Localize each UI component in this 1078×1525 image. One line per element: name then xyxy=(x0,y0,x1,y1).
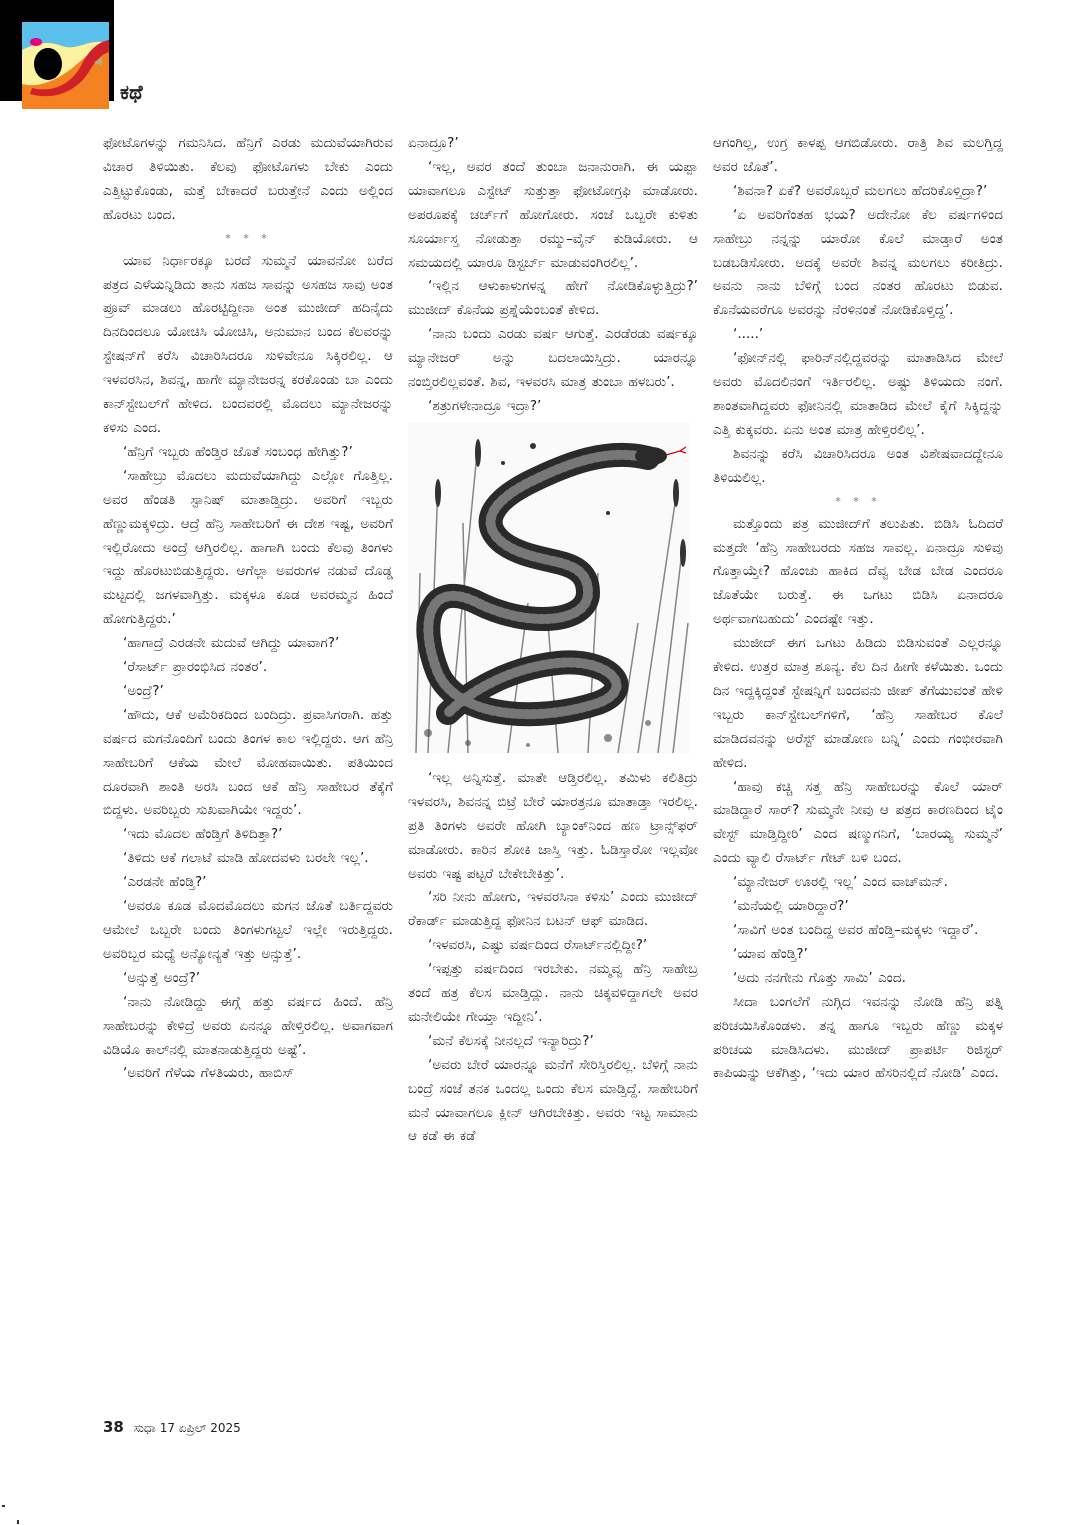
abstract-art-logo-icon xyxy=(22,22,109,109)
paragraph: ‘ನಾನು ನೋಡಿದ್ದು ಈಗ್ಗೆ ಹತ್ತು ವರ್ಷದ ಹಿಂದೆ. ಹೆನ್ರಿ ಸಾಹೇಬರನ್ನು ಕೇಳಿದ್ರೆ ಅವರು ಏನನ್ನೂ ಹೇಳ್ತಿರಲಿಲ್ಲ. ಅವಾಗವಾಗ ವಿಡಿಯೊ ಕಾಲ್‌ನಲ್ಲಿ ಮಾತನಾಡುತ್ತಿದ್ದರು ಅಷ್ಟೆ’. xyxy=(103,993,393,1058)
paragraph: ‘ಸರಿ ನೀನು ಹೋಗು, ಇಳವರಸಿನಾ ಕಳಿಸು’ ಎಂದು ಮುಜೀದ್ ರೆಕಾರ್ಡ್ ಮಾಡುತ್ತಿದ್ದ ಫೋನಿನ ಬಟನ್ ಆಫ್ ಮಾಡಿದ. xyxy=(408,889,698,930)
paragraph: ‘ಮನೆಯಲ್ಲಿ ಯಾರಿದ್ದಾರೆ?’ xyxy=(733,898,849,915)
paragraph: ಸೀದಾ ಬಂಗಲೆಗೆ ನುಗ್ಗಿದ ಇವನನ್ನು ನೋಡಿ ಹೆನ್ರಿ ಪತ್ನಿ ಪರಿಚಯಿಸಿಕೊಂಡಳು. ತನ್ನ ಹಾಗೂ ಇಬ್ಬರು ಹೆಣ್ಣು ಮಕ್ಕಳ ಪರಿಚಯ ಮಾಡಿಸಿದಳು. ಮುಜೀದ್ ಪ್ರಾಪರ್ಟಿ ರಿಜಿಸ್ಟರ್ ಕಾಪಿಯನ್ನು ಆಕೆಗಿತ್ತು, ‘ಇದು ಯಾರ ಹೆಸರಿನಲ್ಲಿದೆ ನೋಡಿ’ ಎಂದ. xyxy=(713,993,1003,1082)
paragraph: ‘ಫೋನ್‌ನಲ್ಲಿ ಫಾರಿನ್‌ನಲ್ಲಿದ್ದವರನ್ನು ಮಾತಾಡಿಸಿದ ಮೇಲೆ ಅವರು ಮೊದಲಿನಂಗೆ ಇರ್ತಿರಲಿಲ್ಲ. ಅಷ್ಟು ತಿಳಿಯದು ನಂಗೆ. ಶಾಂತವಾಗಿದ್ದವರು ಫೋನಿನಲ್ಲಿ ಮಾತಾಡಿದ ಮೇಲೆ ಕೈಗೆ ಸಿಕ್ಕಿದ್ದನ್ನು ಎತ್ತಿ ಕುಕ್ಕವರು. ಏನು ಅಂತ ಮಾತ್ರ ಹೇಳ್ತಿರಲಿಲ್ಲ’. xyxy=(713,350,1003,438)
paragraph: ‘ಶಿವನಾ? ಏಕೆ? ಅವರೊಬ್ಬರೆ ಮಲಗಲು ಹೆದರಿಕೊಳ್ತಿದ್ರಾ?’ xyxy=(733,182,988,199)
paragraph: ‘ಅವರಿಗೆ ಗೆಳೆಯ ಗೆಳತಿಯರು, ಹಾಬಿಸ್ xyxy=(123,1065,294,1082)
paragraph: ‘ಅದು ನನಗೇನು ಗೊತ್ತು ಸಾಮಿ’ ಎಂದ. xyxy=(733,969,906,986)
paragraph: ‘ಅನ್ಸುತ್ತೆ ಅಂದ್ರೆ?’ xyxy=(123,969,201,986)
section-label: ಕಥೆ xyxy=(120,80,143,104)
paragraph: ಮತ್ತೊಂದು ಪತ್ರ ಮುಜೀದ್‌ಗೆ ತಲುಪಿತು. ಬಿಡಿಸಿ ಓದಿದರೆ ಮತ್ತದೇ ‘ಹೆನ್ರಿ ಸಾಹೇಬರದು ಸಹಜ ಸಾವಲ್ಲ. ಏನಾದ್ರೂ ಸುಳಿವು ಗೊತ್ತಾಯ್ತೇ? ಹೊಂಚು ಹಾಕಿದ ದೆವ್ವ ಬೇಡ ಬೇಡ ಎಂದರೂ ಜೊತೆಯೇ ಬರುತ್ತೆ. ಈ ಒಗಟು ಬಿಡಿಸಿ ಏನಾದರೂ ಅರ್ಥವಾಗಬಹುದು’ ಎಂದಷ್ಟೇ ಇತ್ತು. xyxy=(713,515,1003,628)
paragraph: ಮುಜೀದ್ ಈಗ ಒಗಟು ಹಿಡಿದು ಬಿಡಿಸುವಂತೆ ಎಲ್ಲರನ್ನೂ ಕೇಳಿದ. ಉತ್ತರ ಮಾತ್ರ ಶೂನ್ಯ. ಕೆಲ ದಿನ ಹೀಗೇ ಕಳೆಯಿತು. ಒಂದು ದಿನ ಇದ್ದಕ್ಕಿದ್ದಂತೆ ಸ್ಟೇಷನ್ನಿಗೆ ಬಂದವನು ಜೀಪ್ ತೆಗೆಯುವಂತೆ ಹೇಳಿ ಇಬ್ಬರು ಕಾನ್‌ಸ್ಟೇಬಲ್‌ಗಳಿಗೆ, ‘ಹೆನ್ರಿ ಸಾಹೇಬರ ಕೊಲೆ ಮಾಡಿದವನನ್ನು ಅರೆಸ್ಟ್ ಮಾಡೋಣ ಬನ್ನಿ’ ಎಂದು ಗಂಭೀರವಾಗಿ ಹೇಳಿದ. xyxy=(713,635,1003,771)
paragraph: ‘ಹೌದು, ಆಕೆ ಅಮೆರಿಕದಿಂದ ಬಂದಿದ್ರು. ಪ್ರವಾಸಿಗರಾಗಿ. ಹತ್ತು ವರ್ಷದ ಮಗನೊಂದಿಗೆ ಬಂದು ತಿಂಗಳ ಕಾಲ ಇಲ್ಲಿದ್ದರು. ಆಗ ಹೆನ್ರಿ ಸಾಹೇಬರಿಗೆ ಆಕೆಯ ಮೇಲೆ ಮೋಹವಾಯಿತು. ಪತಿಯಿಂದ ದೂರವಾಗಿ ಶಾಂತಿ ಅರಸಿ ಬಂದ ಆಕೆ ಹೆನ್ರಿ ಸಾಹೇಬರ ತೆಕ್ಕೆಗೆ ಬಿದ್ದಳು. ಅವರಿಬ್ಬರು ಸುಖವಾಗಿಯೇ ಇದ್ದರು’. xyxy=(103,706,393,819)
page-number: 38 xyxy=(103,1418,124,1436)
crop-mark xyxy=(17,1520,19,1524)
crop-mark xyxy=(2,1505,5,1507)
paragraph: ‘ತಿಳಿದು ಆಕೆ ಗಲಾಟೆ ಮಾಡಿ ಹೋದವಳು ಬರಲೇ ಇಲ್ಲ’. xyxy=(123,850,369,867)
paragraph: ‘ಹಾಗಾದ್ರೆ ಎರಡನೇ ಮದುವೆ ಆಗಿದ್ದು ಯಾವಾಗ?’ xyxy=(123,635,340,652)
paragraph: ‘ಶತ್ರುಗಳೇನಾದ್ರೂ ಇದ್ರಾ?’ xyxy=(428,397,542,414)
section-divider: * * * xyxy=(835,494,881,508)
article-column-1 xyxy=(103,132,393,1086)
paragraph: ‘ಇದು ಮೊದಲ ಹೆಂಡ್ತಿಗೆ ತಿಳಿದಿತ್ತಾ?’ xyxy=(123,826,283,843)
paragraph: ‘ಎರಡನೇ ಹೆಂಡ್ತಿ?’ xyxy=(123,874,207,891)
article-column-3 xyxy=(713,132,1003,1086)
snake-illustration xyxy=(408,423,690,753)
paragraph: ‘ಮನೆ ಕೆಲಸಕ್ಕೆ ನೀನಲ್ಲದೆ ಇನ್ಯಾರಿದ್ರು?’ xyxy=(428,1032,594,1049)
paragraph: ‘ರೆಸಾರ್ಟ್ ಪ್ರಾರಂಭಿಸಿದ ನಂತರ’. xyxy=(123,659,268,676)
page-footer xyxy=(103,1418,241,1436)
paragraph: ‘ಸಾವಿಗೆ ಅಂತ ಬಂದಿದ್ದ ಅವರ ಹೆಂಡ್ತಿ–ಮಕ್ಕಳು ಇದ್ದಾರೆ’. xyxy=(733,922,979,938)
paragraph: ಏನಾದ್ರೂ?’ xyxy=(408,135,459,151)
paragraph: ಶಿವನನ್ನು ಕರೆಸಿ ವಿಚಾರಿಸಿದರೂ ಅಂತ ವಿಶೇಷವಾದದ್ದೇನೂ ತಿಳಿಯಲಿಲ್ಲ. xyxy=(713,445,1003,486)
paragraph: ‘ಯಾವ ಹೆಂಡ್ತಿ?’ xyxy=(733,945,808,962)
paragraph: ‘ಇಲ್ಲ ಅನ್ನಿಸುತ್ತೆ. ಮಾತೇ ಆಡ್ತಿರಲಿಲ್ಲ. ತಮಿಳು ಕಲಿತಿದ್ರು ಇಳವರಸಿ, ಶಿವನನ್ನ ಬಿಟ್ರೆ ಬೇರೆ ಯಾರತ್ರನೂ ಮಾತಾಡ್ತಾ ಇರಲಿಲ್ಲ. ಪ್ರತಿ ತಿಂಗಳು ಅವರೇ ಹೋಗಿ ಬ್ಯಾಂಕ್‌ನಿಂದ ಹಣ ಟ್ರಾನ್ಸ್‌ಫರ್ ಮಾಡೋರು. ಕಾರಿನ ಶೋಕಿ ಜಾಸ್ತಿ ಇತ್ತು. ಓಡಿಸ್ತಾರೋ ಇಲ್ಲವೋ ಅವರು ಇಷ್ಟ ಪಟ್ಟರೆ ಬೇಕೇಬೇಕಿತ್ತು’. xyxy=(408,769,698,882)
section-divider: * * * xyxy=(225,231,271,245)
paragraph: ‘ಇಪ್ಪತ್ತು ವರ್ಷದಿಂದ ಇರಬೇಕು. ನಮ್ಮವ್ವ ಹೆನ್ರಿ ಸಾಹೇಬ್ರ ತಂದೆ ಹತ್ರ ಕೆಲಸ ಮಾಡ್ತಿದ್ಲು. ನಾನು ಚಿಕ್ಕವಳಿದ್ದಾಗಲೇ ಅವರ ಮನೇಲಿಯೇ ಗೇಯ್ತಾ ಇದ್ದೀನಿ’. xyxy=(408,961,698,1025)
paragraph: ಆಗಂಗಿಲ್ಲ, ಉಗ್ರ ಕಾಳಪ್ಪ ಆಗಬಿಡೋರು. ರಾತ್ರಿ ಶಿವ ಮಲಗ್ತಿದ್ದ ಅವರ ಜೊತೆ’. xyxy=(713,135,1003,175)
paragraph: ‘ನಾನು ಬಂದು ಎರಡು ವರ್ಷ ಆಗುತ್ತೆ. ಎರಡೆರಡು ವರ್ಷಕ್ಕೂ ಮ್ಯಾನೇಜರ್ ಅನ್ನು ಬದಲಾಯಿಸ್ತಿದ್ರು. ಯಾರನ್ನೂ ನಂಬ್ತಿರಲಿಲ್ಲವಂತೆ. ಶಿವ, ಇಳವರಸಿ ಮಾತ್ರ ತುಂಬಾ ಹಳಬರು’. xyxy=(408,326,698,391)
paragraph: ‘ಇಳವರಸಿ, ಎಷ್ಟು ವರ್ಷದಿಂದ ರೆಸಾರ್ಟ್‌ನಲ್ಲಿದ್ದೀ?’ xyxy=(428,937,648,954)
paragraph: ‘ಹಾವು ಕಚ್ಚಿ ಸತ್ತ ಹೆನ್ರಿ ಸಾಹೇಬರನ್ನು ಕೊಲೆ ಯಾರ್ ಮಾಡಿದ್ದಾರೆ ಸಾರ್? ಸುಮ್ಮನೇ ನೀವು ಆ ಪತ್ರದ ಕಾರಣದಿಂದ ಟೈಂ ವೇಸ್ಟ್ ಮಾಡ್ತಿದ್ದೀರಿ’ ಎಂದ ಷಣ್ಮುಗನಿಗೆ, ‘ಬಾರಯ್ಯ ಸುಮ್ಮನೆ’ ಎಂದು ವ್ಯಾಲಿ ರೆಸಾರ್ಟ್ ಗೇಟ್ ಬಳಿ ಬಂದ. xyxy=(713,778,1003,867)
paragraph: ‘ಸಾಹೇಬ್ರು ಮೊದಲು ಮದುವೆಯಾಗಿದ್ದು ಎಲ್ಲೋ ಗೊತ್ತಿಲ್ಲ. ಅವರ ಹೆಂಡತಿ ಸ್ಪಾನಿಷ್ ಮಾತಾಡ್ತಿದ್ರು. ಅವರಿಗೆ ಇಬ್ಬರು ಹೆಣ್ಣುಮಕ್ಕಳಿದ್ರು. ಆದ್ರೆ ಹೆನ್ರಿ ಸಾಹೇಬರಿಗೆ ಈ ದೇಶ ಇಷ್ಟ, ಅವರಿಗೆ ಇಲ್ಲಿರೋದು ಅಂದ್ರೆ ಆಗ್ತಿರಲಿಲ್ಲ. ಹಾಗಾಗಿ ಬಂದು ಕೆಲವು ತಿಂಗಳು ಇದ್ದು ಹೊರಟುಬಿಡುತ್ತಿದ್ದರು. ಆಗೆಲ್ಲಾ ಅವರುಗಳ ನಡುವೆ ದೊಡ್ಡ ಮಟ್ಟದಲ್ಲಿ ಜಗಳವಾಗ್ತಿತ್ತು. ಮಕ್ಕಳೂ ಕೂಡ ಅವರಮ್ಮನ ಹಿಂದೆ ಹೋಗುತ್ತಿದ್ದರು.’ xyxy=(103,467,393,628)
paragraph: ‘ಇಲ್ಲ, ಅವರ ತಂದೆ ತುಂಬಾ ಜನಾನುರಾಗಿ. ಈ ಯಪ್ಪಾ ಯಾವಾಗಲೂ ಎಸ್ಟೇಟ್ ಸುತ್ತುತ್ತಾ ಫೋಟೋಗ್ರಫಿ ಮಾಡೋರು. ಅಪರೂಪಕ್ಕೆ ಚರ್ಚ್‌ಗೆ ಹೋಗೋರು. ಸಂಜೆ ಒಬ್ಬರೇ ಕುಳಿತು ಸೂರ್ಯಾಸ್ತ ನೋಡುತ್ತಾ ರಮ್ಮು–ವೈನ್ ಕುಡಿಯೋರು. ಆ ಸಮಯದಲ್ಲಿ ಯಾರೂ ಡಿಸ್ಟರ್ಬ್ ಮಾಡುವಂಗಿರಲಿಲ್ಲ’. xyxy=(408,158,698,271)
article-column-2 xyxy=(408,132,698,1149)
paragraph: ‘.....’ xyxy=(733,326,764,343)
paragraph: ‘ಏ ಅವರಿಗೆಂತಹ ಭಯ? ಅದೇನೋ ಕೆಲ ವರ್ಷಗಳಿಂದ ಸಾಹೇಬ್ರು ನನ್ನನ್ನು ಯಾರೋ ಕೊಲೆ ಮಾಡ್ತಾರೆ ಅಂತ ಬಡಬಡಿಸೋರು. ಅದಕ್ಕೆ ಅವರೇ ಶಿವನ್ನ ಮಲಗಲು ಕರೀತಿದ್ರು. ಅವನು ನಾನು ಬೆಳಿಗ್ಗೆ ಬಂದ ನಂತರ ಹೊರಟು ಬಿಡುವ. ಕೊನೆಯವರೆಗೂ ಅವರನ್ನು ನೆರಳಿನಂತೆ ನೋಡಿಕೊಳ್ತಿದ್ದ’. xyxy=(713,206,1003,319)
paragraph: ‘ಮ್ಯಾನೇಜರ್ ಊರಲ್ಲಿ ಇಲ್ಲ’ ಎಂದ ವಾಚ್‌ಮನ್. xyxy=(733,874,948,891)
paragraph: ‘ಅವರೂ ಕೂಡ ಮೊದಮೊದಲು ಮಗನ ಜೊತೆ ಬರ್ತಿದ್ದವರು ಆಮೇಲೆ ಒಬ್ಬರೇ ಬಂದು ತಿಂಗಳುಗಟ್ಟಲೆ ಇಲ್ಲೇ ಇರುತ್ತಿದ್ದರು. ಅವರಿಬ್ಬರ ಮಧ್ಯೆ ಅನ್ಯೋನ್ಯತೆ ಇತ್ತು ಅನ್ಸುತ್ತೆ’. xyxy=(103,898,393,962)
paragraph: ‘ಹೆನ್ರಿಗೆ ಇಬ್ಬರು ಹೆಂಡ್ತಿರ ಜೊತೆ ಸಂಬಂಧ ಹೇಗಿತ್ತು?’ xyxy=(123,443,353,460)
paragraph: ‘ಅವರು ಬೇರೆ ಯಾರನ್ನೂ ಮನೆಗೆ ಸೇರಿಸ್ತಿರಲಿಲ್ಲ. ಬೆಳಿಗ್ಗೆ ನಾನು ಬಂದ್ರೆ ಸಂಜೆ ತನಕ ಒಂದಲ್ಲ ಒಂದು ಕೆಲಸ ಮಾಡ್ತಿದ್ದೆ. ಸಾಹೇಬರಿಗೆ ಮನೆ ಯಾವಾಗಲೂ ಕ್ಲೀನ್ ಆಗಿರಬೇಕಿತ್ತು. ಅವರು ಇಟ್ಟ ಸಾಮಾನು ಆ ಕಡೆ ಈ ಕಡೆ xyxy=(408,1056,698,1145)
paragraph: ಫೋಟೊಗಳನ್ನು ಗಮನಿಸಿದ. ಹೆನ್ರಿಗೆ ಎರಡು ಮದುವೆಯಾಗಿರುವ ವಿಚಾರ ತಿಳಿಯಿತು. ಕೆಲವು ಫೋಟೊಗಳು ಬೇಕು ಎಂದು ಎತ್ತಿಟ್ಟುಕೊಂಡು, ಮತ್ತೆ ಬೇಕಾದರೆ ಬರುತ್ತೇನೆ ಎಂದು ಅಲ್ಲಿಂದ ಹೊರಟು ಬಂದ. xyxy=(103,135,393,223)
publication-date: ಸುಧಾ 17 ಏಪ್ರಿಲ್ 2025 xyxy=(133,1421,241,1435)
paragraph: ಯಾವ ನಿರ್ಧಾರಕ್ಕೂ ಬರದೆ ಸುಮ್ಮನೆ ಯಾವನೋ ಬರೆದ ಪತ್ರದ ಎಳೆಯನ್ನಿಡಿದು ತಾನು ಸಹಜ ಸಾವನ್ನು ಅಸಹಜ ಸಾವು ಅಂತ ಪ್ರೂವ್ ಮಾಡಲು ಹೊರಟ್ಟಿದ್ದೀನಾ ಅಂತ ಮುಜೀದ್ ಹದಿನೈದು ದಿನದಿಂದಲೂ ಯೋಚಿಸಿ ಯೋಚಿಸಿ, ಅನುಮಾನ ಬಂದ ಕೆಲವರನ್ನು ಸ್ಟೇಷನ್‌ಗೆ ಕರೆಸಿ ವಿಚಾರಿಸಿದರೂ ಸುಳಿವೇನೂ ಸಿಕ್ಕಿರಲಿಲ್ಲ. ಆ ಇಳವರಸಿನ, ಶಿವನ್ನ, ಹಾಗೇ ಮ್ಯಾನೇಜರನ್ನ ಕರಕೊಂಡು ಬಾ ಎಂದು ಕಾನ್‌ಸ್ಟೇಬಲ್‌ಗೆ ಹೇಳಿದ. ಬಂದವರಲ್ಲಿ ಮೊದಲು ಮ್ಯಾನೇಜರನ್ನು ಕಳಿಸು ಎಂದ. xyxy=(103,252,393,436)
paragraph: ‘ಅಂದ್ರೆ?’ xyxy=(123,682,164,699)
paragraph: ‘ಇಲ್ಲಿನ ಆಳುಕಾಳುಗಳನ್ನ ಹೇಗೆ ನೋಡಿಕೊಳ್ಳುತ್ತಿದ್ರು?’ ಮುಜೀದ್ ಕೊನೆಯ ಪ್ರಶ್ನೆಯೆಂಬಂತೆ ಕೇಳಿದ. xyxy=(408,278,698,319)
